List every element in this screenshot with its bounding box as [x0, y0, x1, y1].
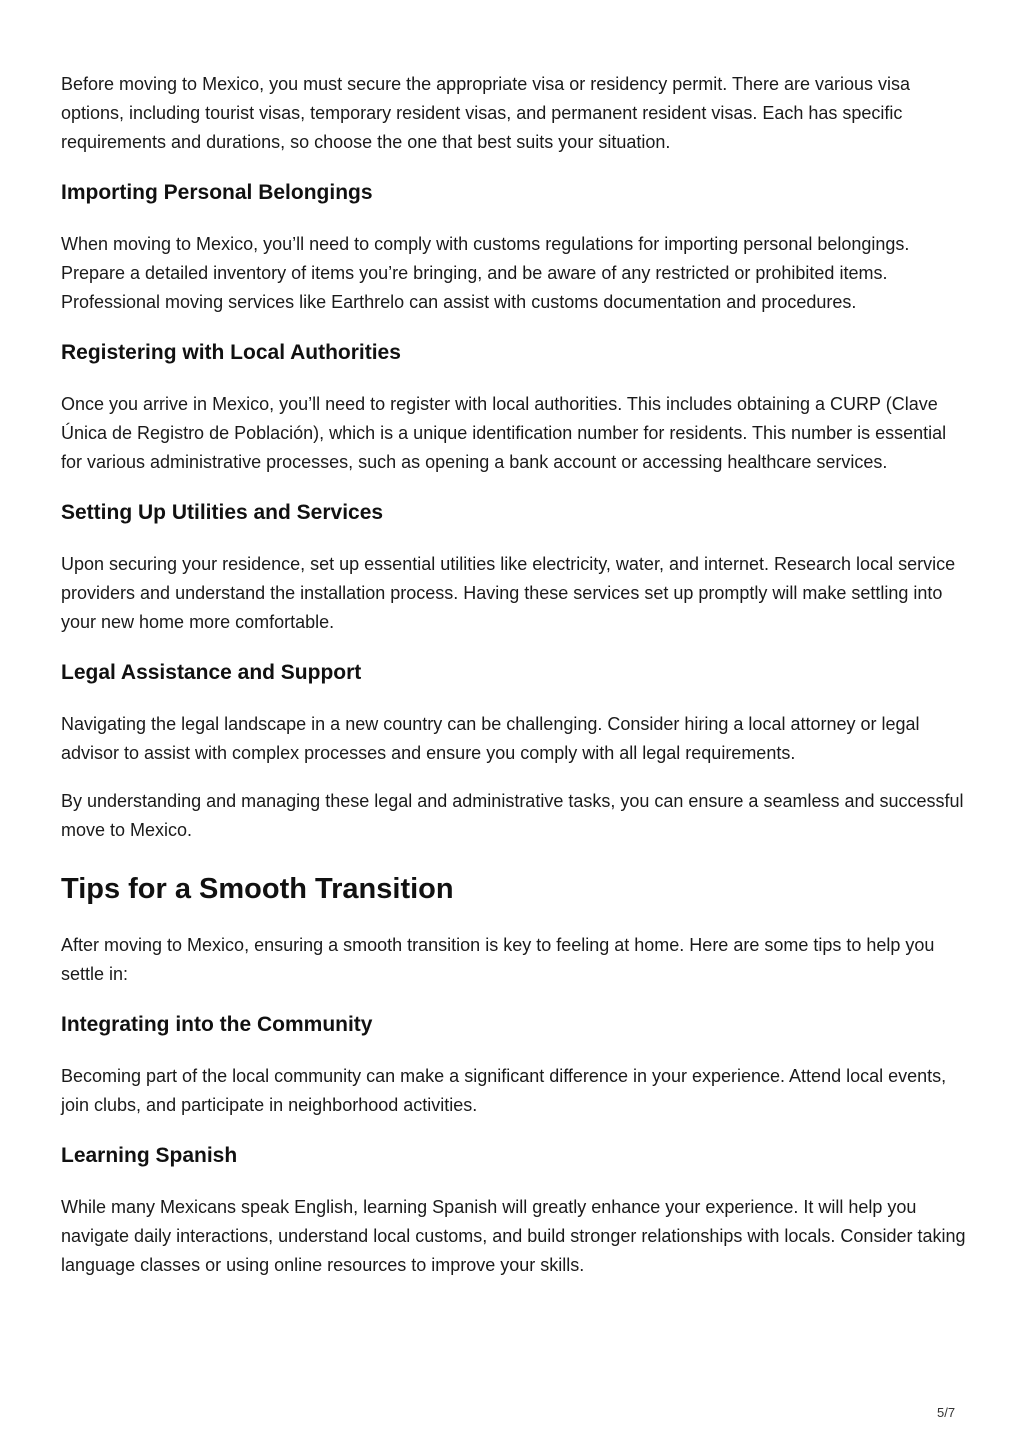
community-heading: Integrating into the Community [61, 1013, 373, 1036]
importing-heading: Importing Personal Belongings [61, 181, 373, 204]
importing-paragraph: When moving to Mexico, you’ll need to comply with customs regulations for importing personal belongings. Prepare a detailed inventory of items you’re bringing, and be aware of any restricted or prohibited items. Professional moving services like Earthrelo can assist with customs documentation and procedures. [61, 234, 910, 312]
registering-heading: Registering with Local Authorities [61, 341, 401, 364]
utilities-paragraph: Upon securing your residence, set up essential utilities like electricity, water, and internet. Research local service providers and understand the installation process. Having these services set up promptly will make settling into your new home more comfortable. [61, 554, 956, 632]
tips-intro-paragraph: After moving to Mexico, ensuring a smooth transition is key to feeling at home. Here are some tips to help you settle in: [61, 935, 935, 984]
legal-summary-paragraph: By understanding and managing these legal and administrative tasks, you can ensure a seamless and successful move to Mexico. [61, 791, 964, 840]
document-page [61, 70, 966, 1280]
registering-paragraph: Once you arrive in Mexico, you’ll need to register with local authorities. This includes obtaining a CURP (Clave Única de Registro de Población), which is a unique identification number for residents. This number is essential for various administrative processes, such as opening a bank account or accessing healthcare services. [61, 394, 947, 472]
tips-heading: Tips for a Smooth Transition [61, 873, 454, 905]
page-number: 5/7 [937, 1405, 956, 1420]
legal-paragraph: Navigating the legal landscape in a new country can be challenging. Consider hiring a local attorney or legal advisor to assist with complex processes and ensure you comply with all legal requirements. [61, 714, 920, 763]
legal-heading: Legal Assistance and Support [61, 661, 362, 684]
spanish-paragraph: While many Mexicans speak English, learning Spanish will greatly enhance your experience. It will help you navigate daily interactions, understand local customs, and build stronger relationships with locals. Consider taking language classes or using online resources to improve your skills. [61, 1197, 966, 1275]
spanish-heading: Learning Spanish [61, 1144, 238, 1167]
utilities-heading: Setting Up Utilities and Services [61, 501, 384, 524]
visa-paragraph: Before moving to Mexico, you must secure the appropriate visa or residency permit. There are various visa options, including tourist visas, temporary resident visas, and permanent resident visas. Each has specific requirements and durations, so choose the one that best suits your situation. [61, 74, 911, 152]
community-paragraph: Becoming part of the local community can make a significant difference in your experience. Attend local events, join clubs, and participate in neighborhood activities. [61, 1066, 947, 1115]
